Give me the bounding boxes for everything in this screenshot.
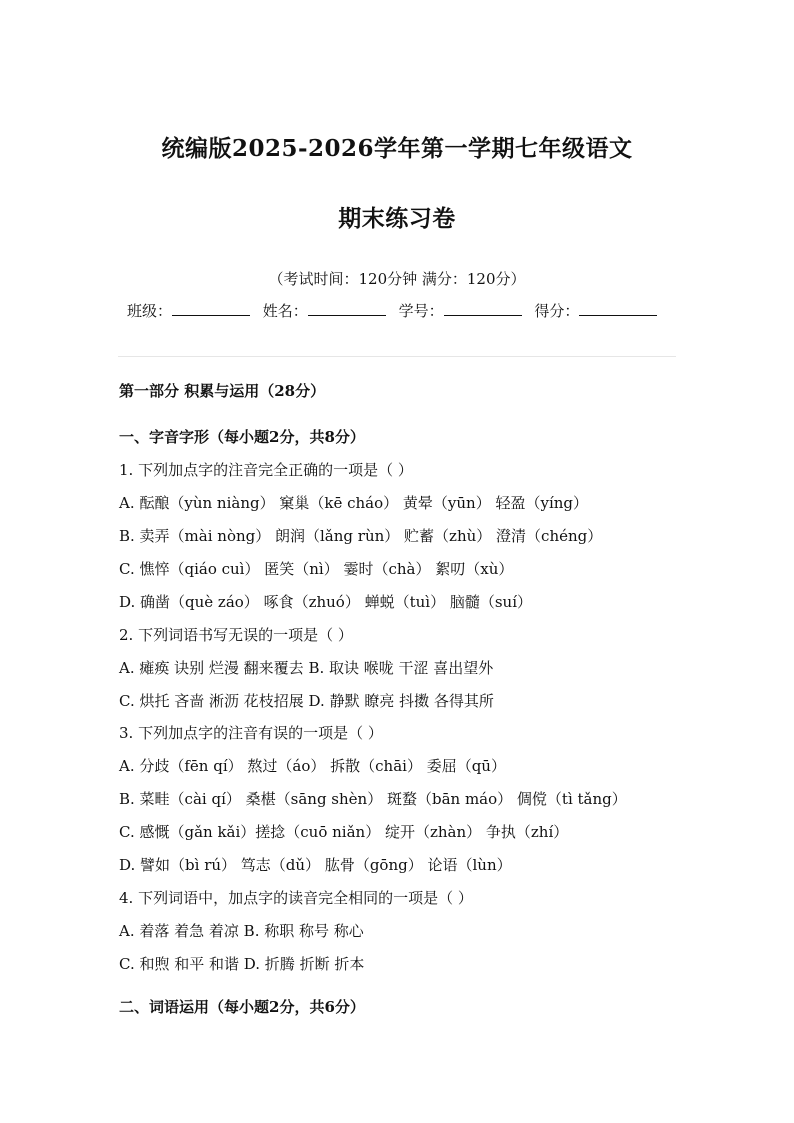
score-blank <box>579 301 657 316</box>
question-4-stem: 4. 下列词语中，加点字的读音完全相同的一项是（ ） <box>119 889 473 907</box>
name-blank <box>308 301 386 316</box>
exam-info: （考试时间：120分钟 满分：120分） <box>268 270 526 288</box>
divider <box>118 356 676 357</box>
score-field <box>534 300 657 321</box>
part1-heading: 第一部分 积累与运用（28分） <box>119 382 326 400</box>
student-id-label: 学号： <box>398 302 444 320</box>
question-3-option-a: A. 分歧（fēn qí） 熬过（áo） 拆散（chāi） 委屈（qū） <box>119 757 506 775</box>
question-4-options-cd: C. 和煦 和平 和谐 D. 折腾 折断 折本 <box>119 955 365 973</box>
question-2-stem: 2. 下列词语书写无误的一项是（ ） <box>119 626 353 644</box>
question-3-option-d: D. 譬如（bì rú） 笃志（dǔ） 肱骨（gōng） 论语（lùn） <box>119 856 512 874</box>
page-subtitle: 期末练习卷 <box>338 205 456 232</box>
question-3-stem: 3. 下列加点字的注音有误的一项是（ ） <box>119 724 383 742</box>
question-1-option-b: B. 卖弄（mài nòng） 朗润（lǎng rùn） 贮蓄（zhù） 澄清（chéng） <box>119 527 603 545</box>
question-2-options-cd: C. 烘托 吝啬 淅沥 花枝招展 D. 静默 瞭亮 抖擞 各得其所 <box>119 692 494 710</box>
question-1-option-a: A. 酝酿（yùn niàng） 窠巢（kē cháo） 黄晕（yūn） 轻盈（yíng） <box>119 494 589 512</box>
section2-heading: 二、词语运用（每小题2分，共6分） <box>119 998 365 1016</box>
name-label: 姓名： <box>262 302 308 320</box>
page-title: 统编版2025-2026学年第一学期七年级语文 <box>161 135 633 162</box>
class-label: 班级： <box>127 302 173 320</box>
name-field <box>263 300 386 321</box>
score-label: 得分： <box>534 302 580 320</box>
question-3-option-b: B. 菜畦（cài qí） 桑椹（sāng shèn） 斑蝥（bān máo） 倜傥（tì tǎng） <box>119 790 627 808</box>
question-1-option-d: D. 确凿（què záo） 啄食（zhuó） 蝉蜕（tuì） 脑髓（suí） <box>119 593 533 611</box>
section1-heading: 一、字音字形（每小题2分，共8分） <box>119 428 365 446</box>
question-1-option-c: C. 憔悴（qiáo cuì） 匿笑（nì） 霎时（chà） 絮叨（xù） <box>119 560 514 578</box>
question-4-options-ab: A. 着落 着急 着凉 B. 称职 称号 称心 <box>119 922 364 940</box>
question-3-option-c: C. 感慨（gǎn kǎi）搓捻（cuō niǎn） 绽开（zhàn） 争执（zhí） <box>119 823 569 841</box>
student-id-field <box>399 300 522 321</box>
student-info-fields <box>127 300 665 321</box>
class-field <box>127 300 250 321</box>
question-2-options-ab: A. 瘫痪 诀别 烂漫 翻来覆去 B. 取诀 喉咙 干涩 喜出望外 <box>119 659 494 677</box>
class-blank <box>172 301 250 316</box>
question-1-stem: 1. 下列加点字的注音完全正确的一项是（ ） <box>119 461 413 479</box>
student-id-blank <box>444 301 522 316</box>
